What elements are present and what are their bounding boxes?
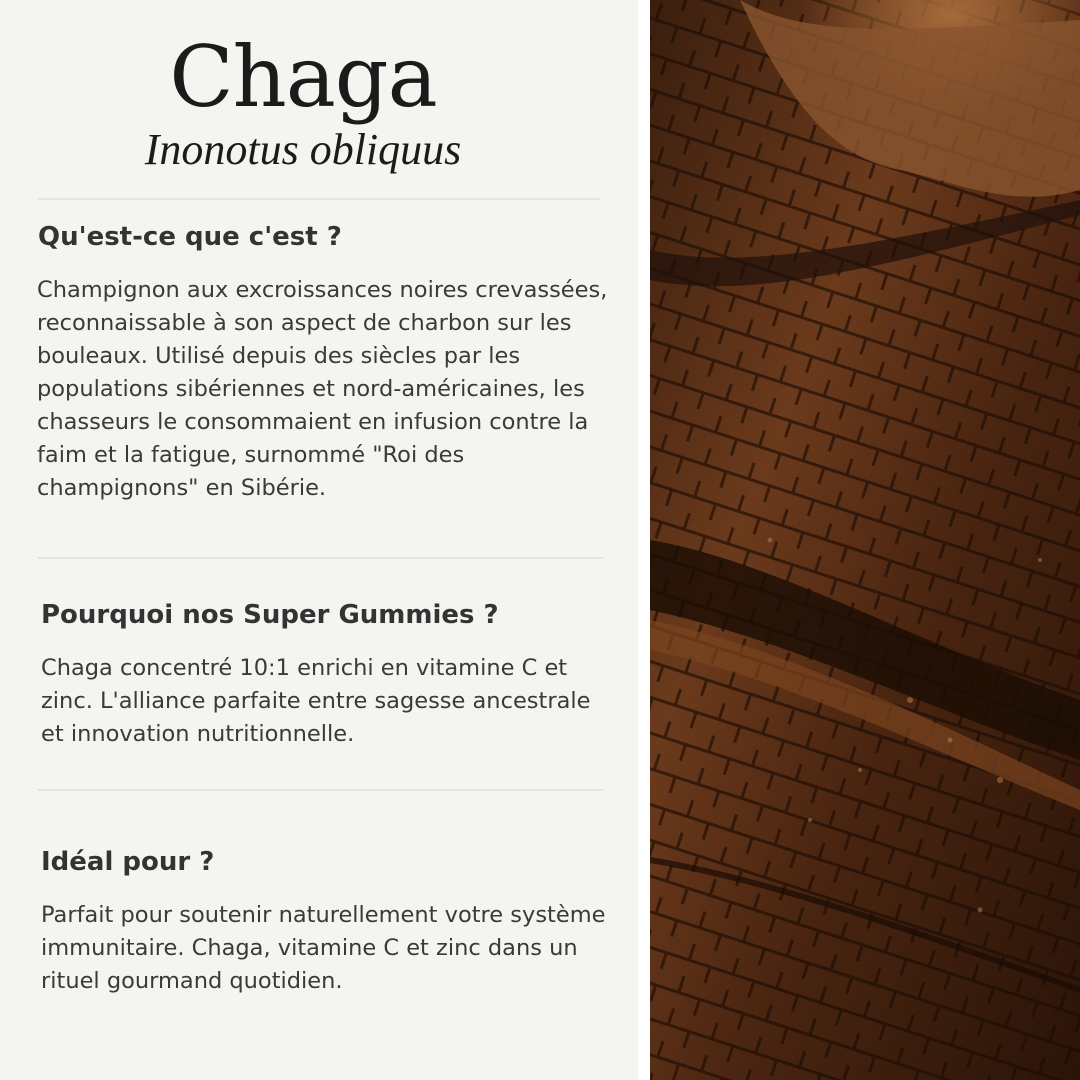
section-divider <box>38 198 600 200</box>
section-heading-why: Pourquoi nos Super Gummies ? <box>41 600 499 630</box>
page-title: Chaga <box>169 28 437 126</box>
chaga-bark-photo <box>650 0 1080 1080</box>
latin-name: Inonotus obliquus <box>144 125 462 174</box>
section-body-why: Chaga concentré 10:1 enrichi en vitamine C et zinc. L'alliance parfaite entre sagesse ancestrale et innovation nutritionnelle. <box>41 655 591 747</box>
section-body-what: Champignon aux excroissances noires crevassées, reconnaissable à son aspect de charbon sur les bouleaux. Utilisé depuis des siècles par les populations sibériennes et nord-américaines, les chasseurs le consommaient en infusion contre la faim et la fatigue, surnommé "Roi des champignons" en Sibérie. <box>37 277 608 501</box>
section-heading-ideal: Idéal pour ? <box>41 847 215 877</box>
section-heading-what: Qu'est-ce que c'est ? <box>38 222 342 252</box>
panel-separator <box>638 0 650 1080</box>
section-divider <box>38 557 604 559</box>
section-body-ideal: Parfait pour soutenir naturellement votre système immunitaire. Chaga, vitamine C et zinc dans un rituel gourmand quotidien. <box>41 902 606 994</box>
section-divider <box>38 789 604 791</box>
